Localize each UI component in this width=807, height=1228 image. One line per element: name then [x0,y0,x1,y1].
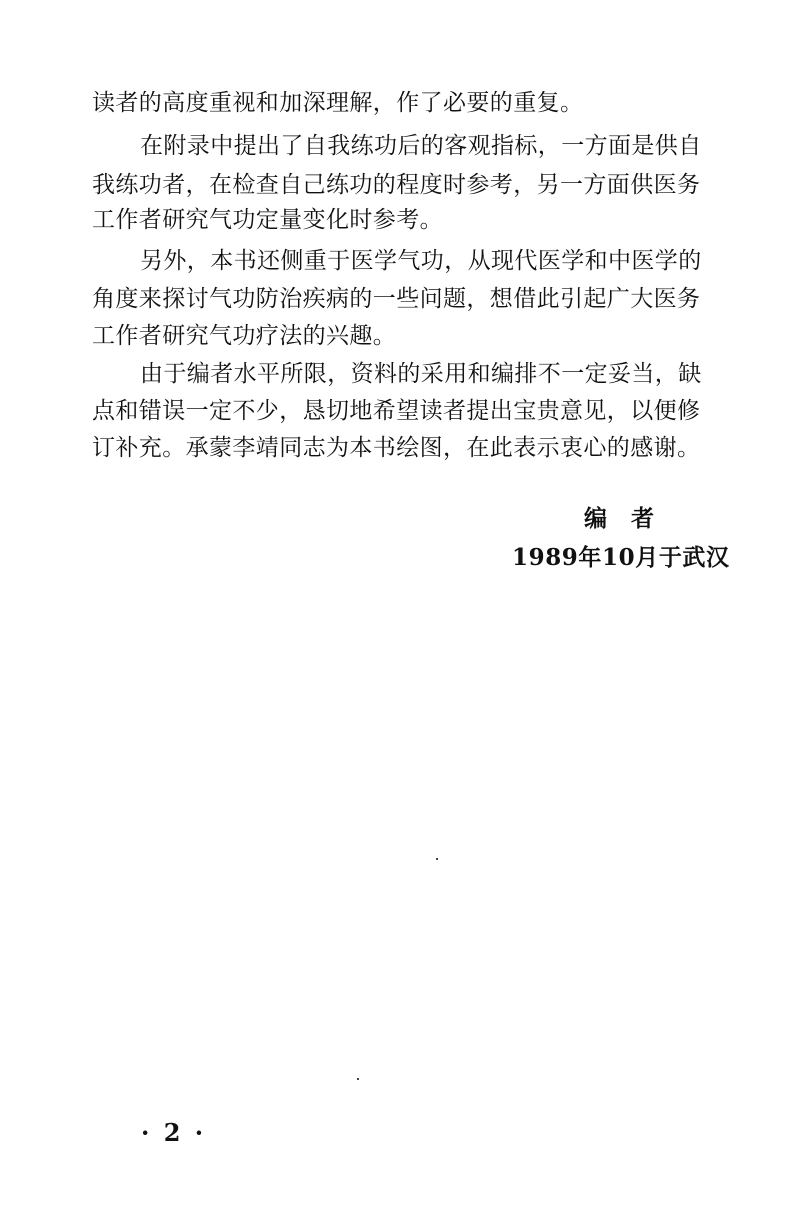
text-line-3: 我练功者，在检查自己练功的程度时参考，另一方面供医务 [92,172,701,198]
text-line-2: 在附录中提出了自我练功后的客观指标，一方面是供自 [140,133,702,159]
signature-author: 编者 [584,505,678,532]
text-line-5: 另外，本书还侧重于医学气功，从现代医学和中医学的 [140,248,702,274]
text-line-9: 点和错误一定不少，恳切地希望读者提出宝贵意见，以便修 [92,398,701,424]
text-line-8: 由于编者水平所限，资料的采用和编排不一定妥当，缺 [140,361,702,387]
scan-speck [357,1078,359,1080]
scan-speck [436,858,438,860]
text-line-4: 工作者研究气功定量变化时参考。 [92,207,443,233]
text-line-7: 工作者研究气功疗法的兴趣。 [92,323,397,349]
signature-date-place: 1989年10月于武汉 [512,544,730,571]
text-line-6: 角度来探讨气功防治疾病的一些问题，想借此引起广大医务 [92,286,701,312]
text-line-1: 读者的高度重视和加深理解，作了必要的重复。 [92,90,584,116]
page-number: · 2 · [141,1118,207,1147]
text-line-10: 订补充。承蒙李靖同志为本书绘图，在此表示衷心的感谢。 [92,435,701,461]
